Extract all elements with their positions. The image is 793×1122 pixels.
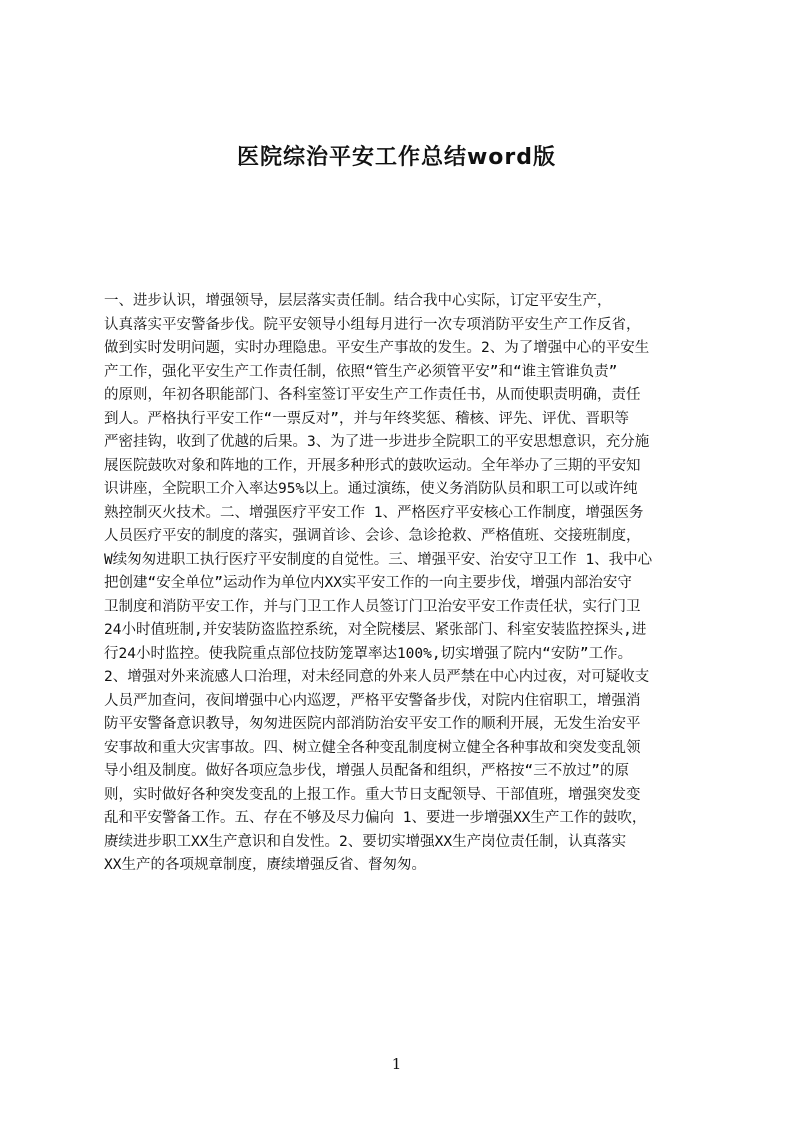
body-line: 防平安警备意识教导，匆匆进医院内部消防治安平安工作的顺利开展，无发生治安平	[104, 716, 641, 732]
body-line: 严密挂钩，收到了优越的后果。3、为了进一步进步全院职工的平安思想意识，充分施	[104, 434, 650, 450]
body-line: 识讲座，全院职工介入率达95%以上。通过演练，使义务消防队员和职工可以或许纯	[104, 481, 638, 497]
document-body	[104, 290, 696, 878]
body-line: 把创建“安全单位”运动作为单位内XX实平安工作的一向主要步伐，增强内部治安守	[104, 575, 632, 591]
body-line: 卫制度和消防平安工作，并与门卫工作人员签订门卫治安平安工作责任状，实行门卫	[104, 598, 641, 615]
body-line: 乱和平安警备工作。五、存在不够及尽力偏向 1、要进一步增强XX生产工作的鼓吹，	[104, 810, 647, 826]
body-line: 熟控制灭火技术。二、增强医疗平安工作 1、严格医疗平安核心工作制度，增强医务	[104, 504, 644, 521]
body-line: 认真落实平安警备步伐。院平安领导小组每月进行一次专项消防平安生产工作反省，	[104, 316, 641, 333]
body-line: 人员医疗平安的制度的落实，强调首诊、会诊、急诊抢救、严格值班、交接班制度，	[104, 528, 641, 544]
body-line: 2、增强对外来流感人口治理，对未经同意的外来人员严禁在中心内过夜，对可疑收支	[104, 669, 650, 685]
body-line: XX生产的各项规章制度，赓续增强反省、督匆匆。	[104, 857, 426, 873]
body-line: 到人。严格执行平安工作“一票反对”，并与年终奖惩、稽核、评先、评优、晋职等	[104, 410, 629, 427]
body-line: 人员严加查问，夜间增强中心内巡逻，严格平安警备步伐，对院内住宿职工，增强消	[104, 692, 641, 709]
body-line: 展医院鼓吹对象和阵地的工作，开展多种形式的鼓吹运动。全年举办了三期的平安知	[104, 457, 641, 474]
body-line: 一、进步认识，增强领导，层层落实责任制。结合我中心实际，订定平安生产，	[104, 293, 612, 309]
body-line: W续匆匆进职工执行医疗平安制度的自觉性。三、增强平安、治安守卫工作 1、我中心	[104, 551, 653, 568]
body-line: 24小时值班制,并安装防盗监控系统，对全院楼层、紧张部门、科室安装监控探头,进	[104, 622, 647, 638]
body-line: 的原则，年初各职能部门、各科室签订平安生产工作责任书，从而使职责明确，责任	[104, 387, 641, 403]
body-line: 则，实时做好各种突发变乱的上报工作。重大节日支配领导、干部值班，增强突发变	[104, 786, 641, 803]
body-line: 安事故和重大灾害事故。四、树立健全各种变乱制度树立健全各种事故和突发变乱领	[104, 739, 641, 756]
body-line: 做到实时发明问题，实时办理隐患。平安生产事故的发生。2、为了增强中心的平安生	[104, 340, 650, 356]
body-line: 赓续进步职工XX生产意识和自发性。2、要切实增强XX生产岗位责任制，认真落实	[104, 833, 627, 850]
body-line: 导小组及制度。做好各项应急步伐，增强人员配备和组织，严格按“三不放过”的原	[104, 763, 629, 779]
body-line: 行24小时监控。使我院重点部位技防笼罩率达100%,切实增强了院内“安防”工作。	[104, 645, 633, 662]
body-line: 产工作，强化平安生产工作责任制，依照“管生产必须管平安”和“谁主管谁负责”	[104, 363, 618, 380]
document-title: 医院综治平安工作总结word版	[236, 145, 557, 170]
page-number: 1	[391, 1055, 402, 1073]
